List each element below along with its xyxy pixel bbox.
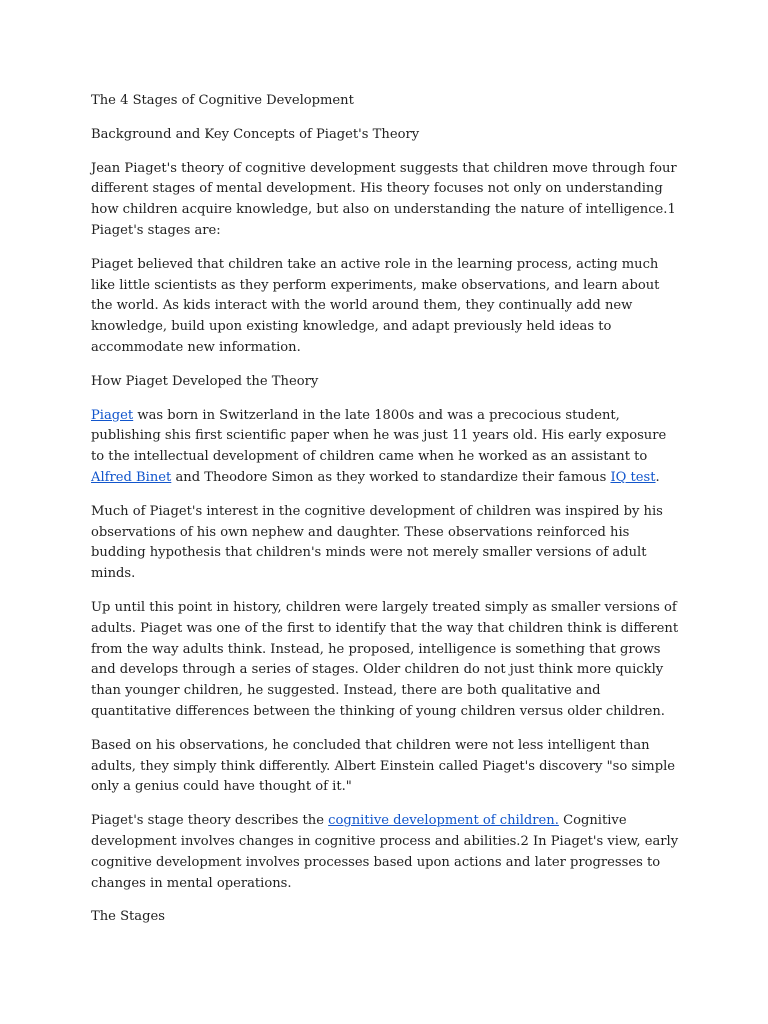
paragraph-biography [91, 406, 680, 489]
paragraph-stage-theory-text-a: Piaget's stage theory describes the [91, 813, 329, 829]
paragraph-biography-text-c: . [655, 469, 660, 485]
paragraph-stage-theory [91, 811, 680, 894]
paragraph-observations: Much of Piaget's interest in the cognitive development of children was inspired by his observations of his own nephew and daughter. These observations reinforced his budding hypothesis that children's minds were not merely smaller versions of adult minds. [91, 503, 663, 582]
link-cognitive-development[interactable]: cognitive development of children. [328, 813, 559, 829]
paragraph-biography-text-b: and Theodore Simon as they worked to standardize their famous [171, 469, 611, 485]
paragraph-history: Up until this point in history, children were largely treated simply as smaller versions of adults. Piaget was one of the first to identify that the way that children think is different from the way adults think. Instead, he proposed, intelligence is something that grows and develops through a series of stages. Older children do not just think more quickly than younger children, he suggested. Instead, there are both qualitative and quantitative differences between the thinking of young children versus older children. [91, 599, 679, 719]
paragraph-stage-theory-text-b: Cognitive development involves changes in cognitive process and abilities.2 In Piaget's view, early cognitive development involves processes based upon actions and later progresses to changes in mental operations. [91, 813, 679, 891]
link-iq-test[interactable]: IQ test [610, 469, 656, 485]
link-alfred-binet[interactable]: Alfred Binet [91, 469, 172, 485]
paragraph-biography-text-a: was born in Switzerland in the late 1800s and was a precocious student, publishing shis first scientific paper when he was just 11 years old. His early exposure to the intellectual development of children came when he worked as an assistant to [91, 407, 667, 465]
section-heading-stages: The Stages [91, 909, 165, 925]
section-heading-how-developed: How Piaget Developed the Theory [91, 373, 319, 389]
section-heading-background: Background and Key Concepts of Piaget's Theory [91, 126, 420, 142]
paragraph-intro: Jean Piaget's theory of cognitive development suggests that children move through four different stages of mental development. His theory focuses not only on understanding how children acquire knowledge, but also on understanding the nature of intelligence.1 Piaget's stages are: [91, 160, 677, 238]
link-piaget[interactable]: Piaget [91, 407, 134, 423]
paragraph-active-role: Piaget believed that children take an active role in the learning process, acting much like little scientists as they perform experiments, make observations, and learn about the world. As kids interact with the world around them, they continually add new knowledge, build upon existing knowledge, and adapt previously held ideas to accommodate new information. [91, 256, 660, 355]
document-title: The 4 Stages of Cognitive Development [91, 93, 354, 108]
paragraph-conclusion: Based on his observations, he concluded that children were not less intelligent than adults, they simply think differently. Albert Einstein called Piaget's discovery "so simple only a genius could have thought of it." [91, 737, 676, 795]
